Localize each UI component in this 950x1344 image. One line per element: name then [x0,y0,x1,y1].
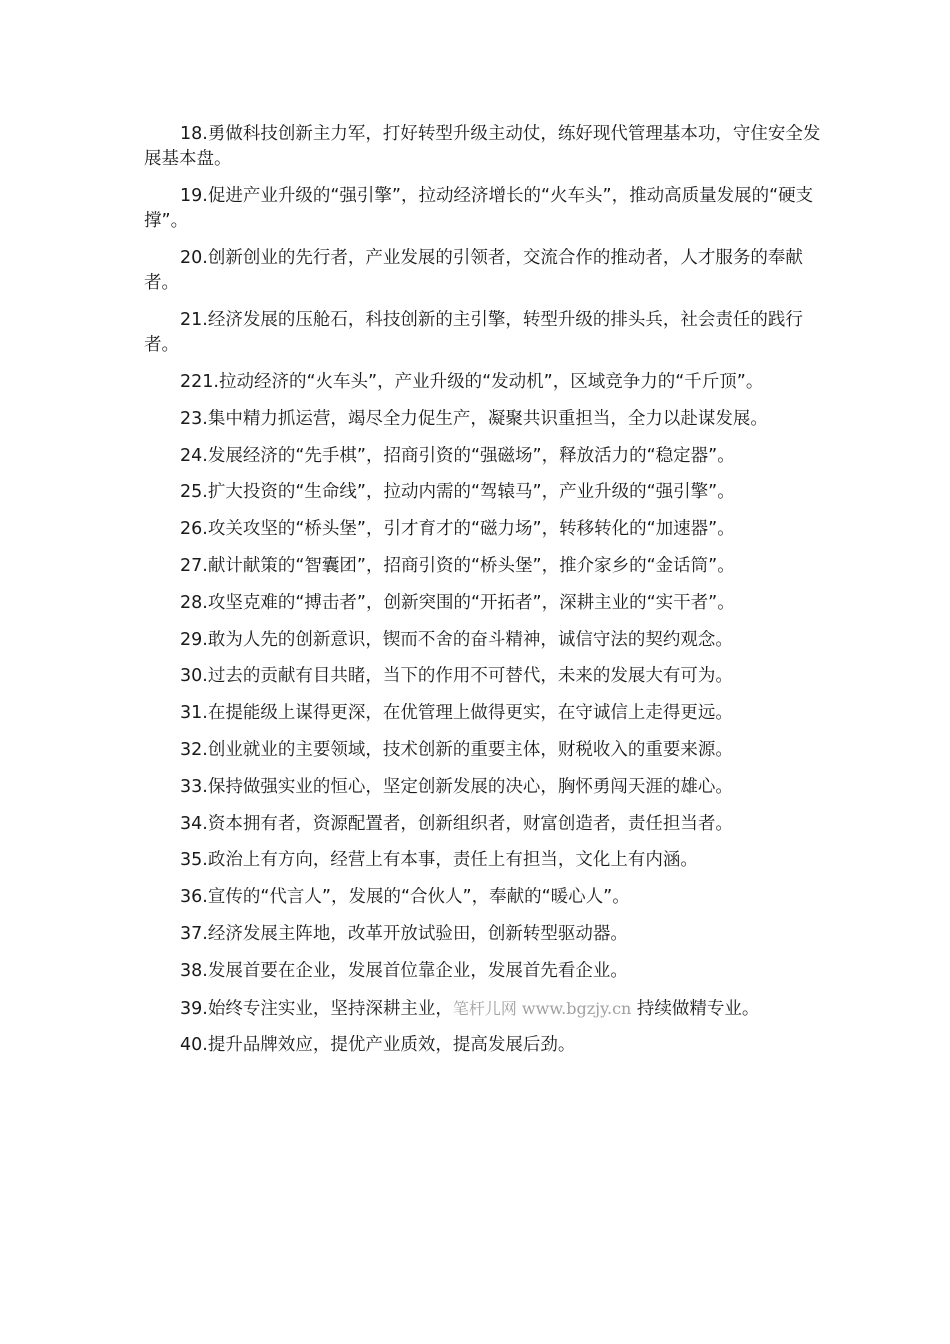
list-item: 23.集中精力抓运营，竭尽全力促生产，凝聚共识重担当，全力以赴谋发展。 [180,408,768,429]
watermark-text: 笔杆儿网 www.bgzjy.cn [452,998,632,1018]
list-item: 26.攻关攻坚的“桥头堡”，引才育才的“磁力场”，转移转化的“加速器”。 [180,519,735,540]
list-item: 32.创业就业的主要领域，技术创新的重要主体，财税收入的重要来源。 [180,739,733,760]
list-item: 38.发展首要在企业，发展首位靠企业，发展首先看企业。 [180,960,628,981]
list-item: 36.宣传的“代言人”，发展的“合伙人”，奉献的“暖心人”。 [180,887,630,908]
list-item: 24.发展经济的“先手棋”，招商引资的“强磁场”，释放活力的“稳定器”。 [180,445,735,466]
slogan-list [144,122,824,984]
item-39-text-start: 39.始终专注实业，坚持深耕主业， [180,998,453,1019]
list-item: 18.勇做科技创新主力军，打好转型升级主动仗，练好现代管理基本功，守住安全发展基本盘。 [144,124,821,169]
document-body [144,122,824,1070]
list-item: 27.献计献策的“智囊团”，招商引资的“桥头堡”，推介家乡的“金话筒”。 [180,555,735,576]
list-item-40: 40.提升品牌效应，提优产业质效，提高发展后劲。 [180,1035,576,1056]
list-item-39 [144,996,824,1022]
list-item: 34.资本拥有者，资源配置者，创新组织者，财富创造者，责任担当者。 [180,813,733,834]
list-item: 29.敢为人先的创新意识，锲而不舍的奋斗精神，诚信守法的契约观念。 [180,629,733,650]
list-item: 20.创新创业的先行者，产业发展的引领者，交流合作的推动者，人才服务的奉献者。 [144,248,803,293]
list-item: 37.经济发展主阵地，改革开放试验田，创新转型驱动器。 [180,923,628,944]
list-item: 33.保持做强实业的恒心，坚定创新发展的决心，胸怀勇闯天涯的雄心。 [180,776,733,797]
list-item: 28.攻坚克难的“搏击者”，创新突围的“开拓者”，深耕主业的“实干者”。 [180,592,735,613]
item-39-text-end: 持续做精专业。 [631,998,760,1019]
list-item: 25.扩大投资的“生命线”，拉动内需的“驾辕马”，产业升级的“强引擎”。 [180,482,735,503]
list-item: 19.促进产业升级的“强引擎”，拉动经济增长的“火车头”，推动高质量发展的“硬支撑”。 [144,186,814,231]
list-item: 21.经济发展的压舱石，科技创新的主引擎，转型升级的排头兵，社会责任的践行者。 [144,310,803,355]
list-item: 35.政治上有方向，经营上有本事，责任上有担当，文化上有内涵。 [180,850,698,871]
list-item: 221.拉动经济的“火车头”，产业升级的“发动机”，区域竞争力的“千斤顶”。 [180,372,764,392]
list-item: 31.在提能级上谋得更深，在优管理上做得更实，在守诚信上走得更远。 [180,703,733,724]
list-item: 30.过去的贡献有目共睹，当下的作用不可替代，未来的发展大有可为。 [180,666,733,687]
